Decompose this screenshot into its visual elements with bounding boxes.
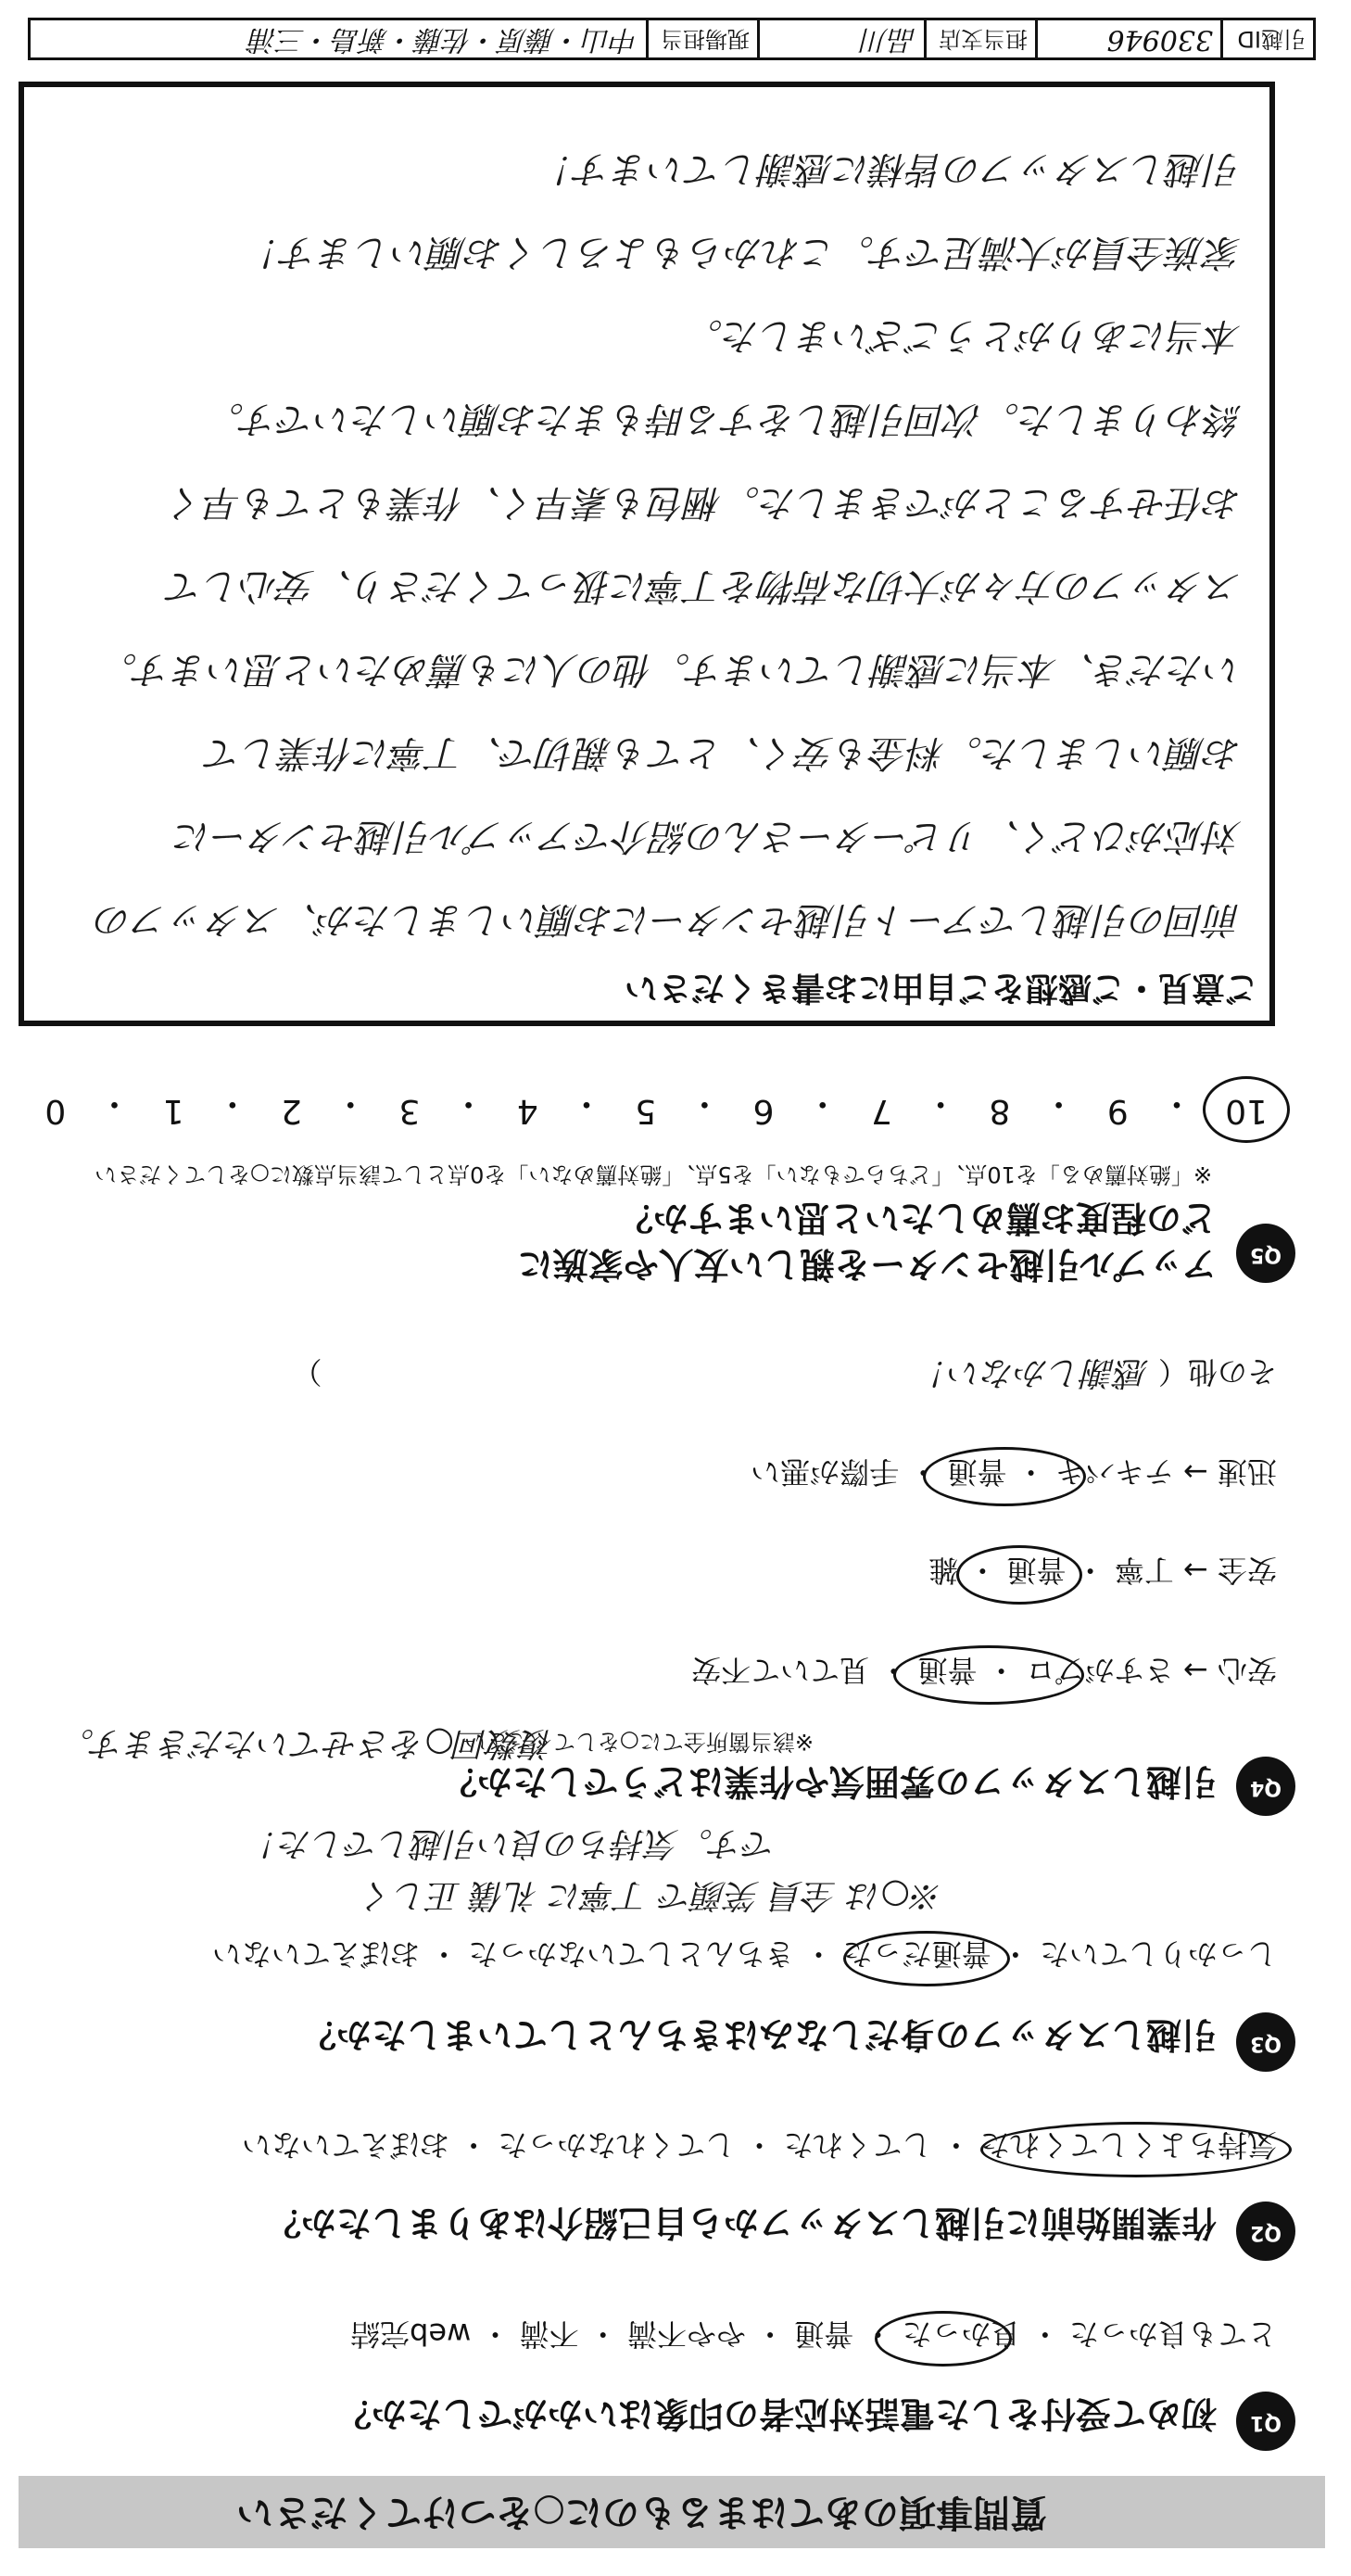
header-staff-value: 中山・藤原・佐藤・新島・三浦 bbox=[249, 23, 638, 56]
header-branch-value: 品川 bbox=[757, 20, 924, 57]
q4-instruction-note: ※該当箇所全てに○をしてください bbox=[463, 1729, 814, 1755]
comments-title: ご意見・ご感想をご自由にお書きください bbox=[624, 969, 1258, 1007]
q4-row3-selected-circle bbox=[923, 1447, 1086, 1506]
q2-badge: Q2 bbox=[1236, 2202, 1295, 2261]
q4-other-label: その他（ bbox=[1157, 1354, 1277, 1390]
comment-line: お願いしました。料金も安く、とても親切で、丁寧に作業して bbox=[205, 731, 1242, 774]
comment-line: 対応がひどく、リピーターさんの紹介でアップル引越センターに bbox=[174, 815, 1242, 857]
scale-sep: ・ bbox=[688, 1085, 722, 1123]
scale-1: 1 bbox=[162, 1092, 184, 1130]
q2-question: 作業開始前に引越しスタッフから自己紹介はありましたか？ bbox=[265, 2202, 1217, 2243]
header-id-value: 330946 bbox=[1035, 20, 1220, 57]
scale-sep: ・ bbox=[215, 1085, 249, 1123]
q3-handwritten-note-2: です。気持ちの良い引越しでした！ bbox=[245, 1824, 777, 1862]
q4-row-anshin: 安心 → さすがプロ ・ 普通 ・ 見ていて不安 bbox=[691, 1653, 1277, 1688]
q4-row2-selected-circle bbox=[956, 1545, 1082, 1605]
scale-8: 8 bbox=[989, 1092, 1011, 1130]
q5-question-line1: アップル引越センターを親しい友人や家族に bbox=[517, 1244, 1217, 1285]
q4-badge: Q4 bbox=[1236, 1757, 1295, 1816]
q4-other bbox=[292, 1351, 1277, 1399]
q1-question: 初めて受付をした電話対応者の印象はいかがでしたか？ bbox=[335, 2393, 1217, 2434]
q3-selected-circle bbox=[843, 1931, 1010, 1986]
scale-sep: ・ bbox=[334, 1085, 368, 1123]
q4-row-anzen: 安全 → 丁寧 ・ 普通 ・ 雑 bbox=[928, 1553, 1277, 1588]
q4-question: 引越しスタッフの雰囲気や作業はどうでしたか？ bbox=[441, 1761, 1217, 1802]
comment-line: いただき、本当に感謝しています。他の人にも薦めたいと思います。 bbox=[100, 648, 1242, 691]
scale-sep: ・ bbox=[805, 1085, 840, 1123]
scale-sep: ・ bbox=[1042, 1085, 1076, 1123]
instruction-banner: 質問事項のあてはまるものに○をつけてください bbox=[19, 2476, 1325, 2548]
scale-sep: ・ bbox=[1159, 1085, 1193, 1123]
header-branch-label: 担当支店 bbox=[924, 20, 1035, 57]
q4-row-jinsoku: 迅速 → テキパキ ・ 普通 ・ 手際が悪い bbox=[751, 1454, 1277, 1490]
q4-handwritten-side-note: 複数回○をさせていただきます。 bbox=[60, 1724, 554, 1762]
q5-question-line2: どの程度お薦めしたいと思いますか？ bbox=[617, 1198, 1217, 1238]
q4-other-handwritten: 感謝しかない！ bbox=[915, 1353, 1149, 1391]
comment-line: 終わりました。次回引越しをする時もまたお願いしたいです。 bbox=[207, 398, 1242, 440]
q2-selected-circle bbox=[980, 2122, 1292, 2177]
header-table bbox=[28, 18, 1316, 60]
scale-selected-circle bbox=[1203, 1076, 1290, 1143]
comment-line: 引越しスタッフの皆様に感謝しています！ bbox=[537, 147, 1242, 190]
q2-options: 気持ちよくしてくれた ・ してくれた ・ してくれなかった ・ おぼえていない bbox=[241, 2127, 1277, 2163]
scale-4: 4 bbox=[516, 1092, 538, 1130]
scale-6: 6 bbox=[752, 1092, 775, 1130]
q1-selected-circle bbox=[875, 2311, 1012, 2367]
scale-10: 10 bbox=[1225, 1092, 1268, 1130]
q1-options: とても良かった ・ 良かった ・ 普通 ・ やや不満 ・ 不満 ・ web完結 bbox=[350, 2316, 1277, 2352]
q3-badge: Q3 bbox=[1236, 2012, 1295, 2072]
scale-9: 9 bbox=[1106, 1092, 1129, 1130]
nps-scale bbox=[44, 1083, 1268, 1130]
q5-badge: Q5 bbox=[1236, 1224, 1295, 1283]
comment-line: お任せすることができました。梱包も素早く、作業もとても早く bbox=[167, 481, 1242, 524]
scale-sep: ・ bbox=[924, 1085, 958, 1123]
comment-line: 本当にありがとうございました。 bbox=[686, 314, 1242, 357]
scale-sep: ・ bbox=[569, 1085, 603, 1123]
scale-0: 0 bbox=[44, 1092, 67, 1130]
q4-row1-selected-circle bbox=[893, 1645, 1084, 1705]
comments-box bbox=[19, 82, 1275, 1026]
q3-options: しっかりしていた ・ 普通だった ・ きちんとしていなかった ・ おぼえていない bbox=[211, 1936, 1277, 1972]
header-id-label: 引越ID bbox=[1220, 20, 1313, 57]
scale-7: 7 bbox=[871, 1092, 892, 1130]
q4-other-close: ） bbox=[292, 1354, 322, 1390]
scale-sep: ・ bbox=[451, 1085, 486, 1123]
scale-3: 3 bbox=[398, 1092, 421, 1130]
q3-handwritten-note-1: ※○は 全員 笑顔で 丁寧に 礼儀 正しく bbox=[360, 1876, 943, 1914]
q3-question: 引越しスタッフの身だしなみはきちんとしていましたか？ bbox=[300, 2014, 1217, 2055]
header-staff-label: 現場担当 bbox=[646, 20, 757, 57]
scale-5: 5 bbox=[635, 1092, 657, 1130]
comment-line: 家族全員が大満足です。これからもよろしくお願いします！ bbox=[244, 231, 1242, 273]
comment-line: スタッフの方々が大切な荷物を丁寧に扱ってくださり、安心して bbox=[167, 565, 1242, 607]
q5-instruction-note: ※「絶対薦める」を10点、「どちらでもない」を5点、「絶対薦めない」を0点として該当点数に○をしてください bbox=[95, 1161, 1212, 1187]
scale-sep: ・ bbox=[97, 1085, 132, 1123]
comment-line: 前回の引越しでアート引越センターにお願いしましたが、スタッフの bbox=[95, 898, 1242, 941]
q1-badge: Q1 bbox=[1236, 2392, 1295, 2451]
scale-2: 2 bbox=[281, 1092, 302, 1130]
